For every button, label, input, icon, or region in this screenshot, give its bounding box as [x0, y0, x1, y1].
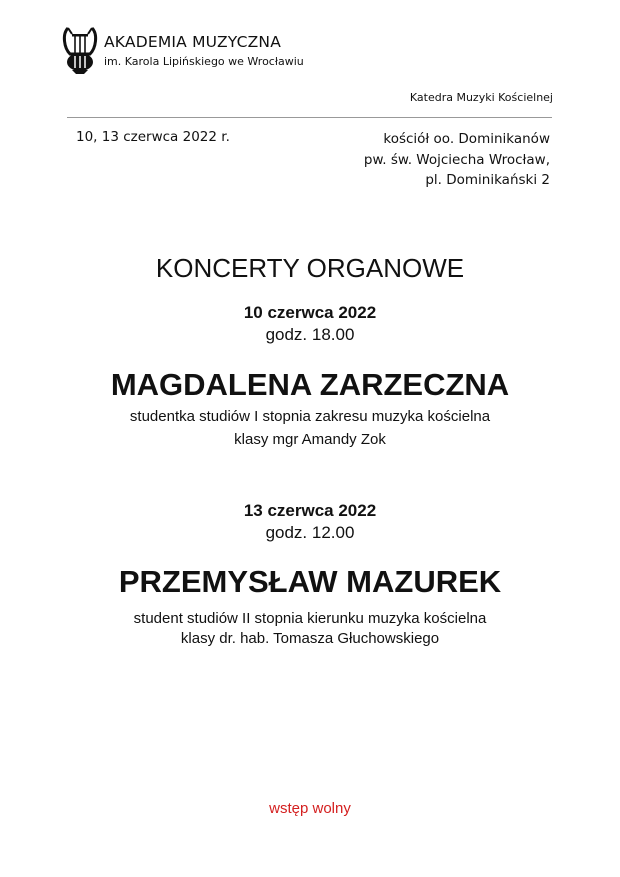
- free-entry-note: wstęp wolny: [269, 800, 351, 817]
- performer-name: PRZEMYSŁAW MAZUREK: [118, 564, 502, 599]
- venue-address: [364, 129, 550, 191]
- performer-description: studentka studiów I stopnia zakresu muzyka kościelna: [129, 408, 491, 425]
- concert-date: 10 czerwca 2022: [243, 303, 377, 322]
- institution-subtitle: im. Karola Lipińskiego we Wrocławiu: [104, 55, 304, 68]
- performer-class: klasy dr. hab. Tomasza Głuchowskiego: [180, 630, 440, 647]
- concert-time: godz. 18.00: [265, 325, 355, 344]
- concert-time: godz. 12.00: [265, 523, 355, 542]
- venue-line: pw. św. Wojciecha Wrocław,: [363, 151, 550, 168]
- performer-class: klasy mgr Amandy Zok: [234, 431, 386, 448]
- department-label: Katedra Muzyki Kościelnej: [409, 91, 553, 104]
- venue-line: pl. Dominikański 2: [425, 172, 550, 188]
- page-title: KONCERTY ORGANOWE: [155, 253, 465, 283]
- concert-date: 13 czerwca 2022: [243, 501, 377, 520]
- venue-line: kościół oo. Dominikanów: [383, 131, 550, 147]
- performer-name: MAGDALENA ZARZECZNA: [110, 367, 510, 402]
- header-divider: [67, 117, 552, 118]
- lyre-icon: [60, 24, 100, 76]
- institution-name: AKADEMIA MUZYCZNA: [104, 33, 282, 51]
- performer-description: student studiów II stopnia kierunku muzyka kościelna: [133, 610, 487, 627]
- concert-dates: 10, 13 czerwca 2022 r.: [76, 129, 230, 145]
